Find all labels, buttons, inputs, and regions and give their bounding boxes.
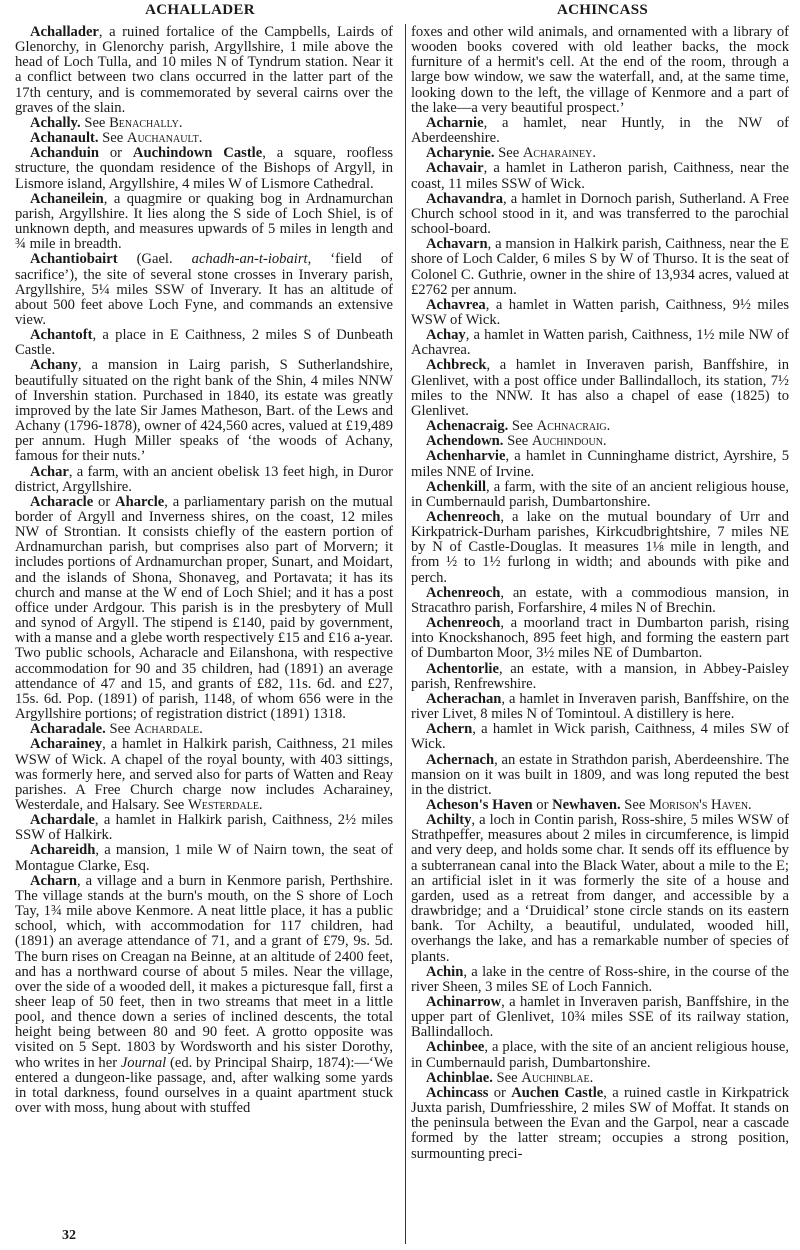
entry-text: , a moorland tract in Dumbarton parish, rising into Knockshanoch, 895 feet high, and forming the eastern part of Dumbarton Moor, 3½ miles NE of Dumbarton. — [411, 615, 789, 662]
gazetteer-entry — [15, 328, 393, 358]
entry-headword: Achenreoch — [426, 509, 501, 525]
cross-reference: Morison's Haven. — [648, 796, 752, 813]
entry-text: , a place, with the site of an ancient religious house, in Cumbernauld parish, Dumbartonshire. — [411, 1039, 789, 1071]
entry-text: , a square, roofless structure, the quondam residence of the Bishops of Argyll, in Lismore island, Argyllshire, 4 miles W of Lismore Cathedral. — [15, 145, 394, 192]
cross-reference: Achnacraig. — [536, 418, 611, 435]
entry-headword: Achenharvie — [426, 448, 506, 465]
entry-headword: Achinblae. — [426, 1069, 493, 1086]
entry-text: , a hamlet in Watten parish, Caithness, 1½ mile NW of Achavrea. — [411, 327, 789, 359]
entry-text: or — [532, 796, 553, 813]
gazetteer-entry — [411, 146, 789, 161]
gazetteer-entry — [411, 161, 789, 191]
entry-headword: Acharacle — [30, 493, 94, 510]
left-column — [15, 25, 393, 1116]
gazetteer-entry — [15, 737, 393, 813]
entry-headword: Auchindown Castle — [132, 145, 263, 162]
entry-headword: Achentorlie — [426, 660, 499, 677]
entry-headword: Achin — [426, 963, 464, 980]
entry-headword: Achallader — [30, 24, 99, 40]
gazetteer-entry — [411, 419, 789, 434]
gazetteer-entry — [411, 116, 789, 146]
gazetteer-entry — [411, 449, 789, 479]
entry-text: , a hamlet in Inveraven parish, Banffshire, on the river Livet, 8 miles N of Tomintoul. A distillery is here. — [411, 690, 789, 723]
gazetteer-entry — [15, 146, 393, 191]
entry-text: , a hamlet in Wick parish, Caithness, 4 miles SW of Wick. — [411, 721, 789, 753]
gazetteer-entry — [411, 434, 789, 449]
entry-headword: Achenreoch — [426, 615, 501, 632]
gazetteer-entry — [15, 192, 393, 253]
gazetteer-entry — [411, 813, 789, 965]
entry-headword: Acharainey — [30, 736, 103, 753]
entry-headword: Achally. — [30, 114, 81, 131]
entry-headword: Achern — [426, 721, 473, 738]
entry-text: See — [105, 721, 135, 738]
entry-text: See — [494, 145, 523, 162]
entry-headword: Achenkill — [426, 478, 487, 495]
entry-text: , a hamlet in Halkirk parish, Caithness, 2½ miles SSW of Halkirk. — [15, 812, 393, 844]
entry-headword: Achinarrow — [426, 994, 502, 1010]
entry-headword: Achavrea — [426, 296, 486, 313]
entry-text: See — [80, 114, 110, 131]
entry-headword: Acheson's Haven — [426, 796, 533, 813]
entry-headword: Acherachan — [426, 690, 502, 707]
entry-headword: Achbreck — [426, 357, 487, 374]
entry-text: , a hamlet, near Huntly, in the NW of Aberdeenshire. — [411, 114, 789, 147]
entry-headword: Achilty — [426, 812, 472, 829]
column-divider — [405, 24, 406, 1244]
gazetteer-entry — [15, 874, 393, 1117]
entry-text: foxes and other wild animals, and ornamented with a library of wooden books covered with old leather backs, the mock furniture of a hermit's cell. At the end of the room, through a large bow window, we saw the waterfall, and, at the same time, looking down to the left, the village of Kenmore and a part of the lake—a very beautiful prospect.’ — [411, 24, 789, 116]
entry-headword: Achenreoch — [426, 584, 501, 601]
entry-text: , a mansion in Halkirk parish, Caithness, near the E shore of Loch Calder, 6 miles S by W of Thurso. It is the seat of Colonel C. Guthrie, owner in the shire of 13,934 acres, valued at £2762 per annum. — [411, 236, 789, 298]
entry-text: , a lake on the mutual boundary of Urr and Kirkpatrick-Durham parishes, Kirkcudbrightshire, 7 miles NE by N of Castle-Douglas. It measures 1⅛ mile in length, and from ½ to 1½ furlong in width; and abounds with pike and perch. — [411, 509, 789, 586]
gazetteer-entry — [411, 192, 789, 237]
gazetteer-entry — [15, 25, 393, 116]
entry-text: , a hamlet in Inveraven parish, Banffshire, in Glenlivet, with a post office under Ballindalloch, its station, 7½ miles to the NNW. It has also a chapel of ease (1825) to Glenlivet. — [411, 357, 789, 419]
entry-headword: Achendown. — [426, 433, 504, 450]
cross-reference: Auchanault. — [126, 130, 203, 147]
entry-text: , an estate, with a mansion, in Abbey-Paisley parish, Renfrewshire. — [411, 660, 789, 692]
entry-text: , a hamlet in Latheron parish, Caithness, near the coast, 11 miles SSW of Wick. — [411, 160, 789, 192]
entry-text: or — [93, 493, 116, 510]
gazetteer-entry — [411, 965, 789, 995]
entry-text: , a hamlet in Dornoch parish, Sutherland. A Free Church school stood in it, and was transferred to the parochial school-board. — [411, 190, 789, 238]
continued-entry — [411, 25, 789, 116]
running-head-right: ACHINCASS — [556, 2, 649, 18]
gazetteer-entry — [411, 692, 789, 722]
entry-headword: Aharcle — [115, 493, 165, 510]
entry-text: See — [492, 1069, 522, 1086]
gazetteer-entry — [411, 722, 789, 752]
entry-text: See — [98, 130, 127, 147]
entry-text: , a lake in the centre of Ross-shire, in the course of the river Sheen, 3 miles SE of Loch Fannich. — [411, 963, 789, 995]
gazetteer-entry — [411, 1071, 789, 1086]
entry-headword: Achaneilein — [30, 190, 104, 207]
gazetteer-entry — [411, 1040, 789, 1070]
entry-text: , a village and a burn in Kenmore parish, Perthshire. The village stands at the burn's mouth, on the S shore of Loch Tay, 1¾ mile above Kenmore. A neat little place, it has a public school, which, with accommodation for 117 children, had (1891) an average attendance of 71, and a grant of £79, 9s. 5d. The burn rises on Creagan na Beinne, at an altitude of 2400 feet, and has a northward course of about 5 miles. Near the village, over the side of a wooded dell, it makes a picturesque fall, first a sheer leap of 50 feet, then in two streams that meet in a little pool, and thence down a series of inclined descents, the total height being between 80 and 90 feet. A grotto opposite was visited on 5 Sept. 1803 by Wordsworth and his sister Dorothy, who writes in her — [15, 872, 393, 1071]
gazetteer-entry — [15, 813, 393, 843]
entry-text: , a hamlet in Watten parish, Caithness, 9½ miles WSW of Wick. — [411, 296, 789, 328]
entry-headword: Achenacraig. — [426, 418, 509, 435]
entry-text: , a hamlet in Cunninghame district, Ayrshire, 5 miles NNE of Irvine. — [411, 448, 789, 480]
gazetteer-entry — [15, 465, 393, 495]
gazetteer-entry — [411, 237, 789, 298]
gazetteer-entry — [15, 116, 393, 131]
gazetteer-entry — [411, 753, 789, 798]
gazetteer-entry — [411, 586, 789, 616]
entry-text: , a quagmire or quaking bog in Ardnamurchan parish, Argyllshire. It lies along the S side of Loch Shiel, is of unknown depth, and measures upwards of 5 miles in length and ¾ mile in breadth. — [15, 190, 393, 253]
entry-headword: Achanault. — [30, 130, 99, 147]
gazetteer-entry — [15, 131, 393, 146]
entry-headword: Achavandra — [426, 190, 504, 207]
entry-text: (Gael. — [117, 251, 192, 268]
entry-text: , a farm, with an ancient obelisk 13 feet high, in Duror district, Argyllshire. — [15, 463, 393, 495]
gazetteer-entry — [411, 510, 789, 586]
cross-reference: Achardale. — [134, 721, 203, 738]
cross-reference: Acharainey. — [522, 145, 596, 162]
entry-text: , a ruined fortalice of the Campbells, Lairds of Glenorchy, in Glenorchy parish, Argyllshire, 1 mile above the head of Loch Tulla, and 10 miles N of Tyndrum station. Near it a conflict between two clans occurred in the latter part of the 17th century, and is commemorated by several cairns over the graves of the slain. — [15, 24, 393, 116]
entry-text: , a farm, with the site of an ancient religious house, in Cumbernauld parish, Dumbartonshire. — [411, 478, 789, 510]
right-column — [411, 25, 789, 1162]
entry-text: See — [620, 796, 649, 813]
gazetteer-entry — [15, 252, 393, 328]
cross-reference: Benachally. — [109, 114, 183, 131]
entry-text: , ‘field of sacrifice’), the site of several stone crosses in Inverary parish, Argyllshire, 5¼ miles SSW of Inverary. It has an altitude of about 500 feet above Loch Fyne, and commands an extensive view. — [15, 251, 393, 328]
entry-text: or — [98, 145, 133, 162]
gazetteer-entry — [411, 995, 789, 1040]
entry-headword: Newhaven. — [552, 796, 621, 813]
entry-headword: Achareidh — [30, 842, 96, 859]
entry-headword: Achavarn — [426, 236, 488, 253]
entry-text: , a hamlet in Halkirk parish, Caithness, 21 miles WSW of Wick. A chapel of the royal bounty, with 403 sittings, was formerly here, and served also for parts of Watten and Reay parishes. A Free Church charge now includes Acharainey, Westerdale, and Halsary. See — [15, 736, 393, 813]
entry-headword: Acharadale. — [30, 721, 106, 738]
entry-headword: Auchen Castle — [511, 1084, 604, 1101]
entry-text: See — [503, 433, 532, 450]
cross-reference: Auchinblae. — [521, 1069, 594, 1086]
entry-headword: Achanduin — [30, 145, 99, 162]
entry-text: , a parliamentary parish on the mutual border of Argyll and Inverness shires, on the coast, 12 miles NW of Strontian. It consists chiefly of the eastern portion of Ardnamurchan parish, but comprises also part of Morvern; it includes portions of Ardnamurchan proper, Sunart, and Moidart, and the islands of Shona, Shonaveg, and Portavata; it has its church and manse at the W end of Loch Shiel; and it has a post office under Ardgour. This parish is in the presbytery of Mull and synod of Argyll. The stipend is £140, paid by government, with a manse and a glebe worth respectively £15 and £16 a-year. Two public schools, Acharacle and Eilanshona, with respective accommodation for 90 and 35 children, had (1891) an average attendance of 47 and 15, and grants of £82, 11s. 6d. and £27, 15s. 6d. Pop. (1891) of parish, 1148, of whom 656 were in the Argyllshire portions; of registration district (1891) 1318. — [15, 493, 393, 723]
entry-text: , a mansion in Lairg parish, S Sutherlandshire, beautifully situated on the right bank of the Shin, 4 miles NNW of Invershin station. Purchased in 1840, its estate was greatly improved by the late Sir James Matheson, Bart. of the Lews and Achany (1796-1878), owner of 424,560 acres, valued at £19,489 per annum. Hugh Miller speaks of ‘the woods of Achany, famous for their nuts.’ — [15, 357, 393, 465]
gazetteer-entry — [15, 722, 393, 737]
entry-text: , an estate in Strathdon parish, Aberdeenshire. The mansion on it was built in 1809, and was long reputed the best in the district. — [411, 751, 789, 798]
entry-text: or — [488, 1084, 512, 1101]
gazetteer-entry — [411, 358, 789, 419]
cross-reference: Auchindoun. — [531, 433, 607, 450]
entry-headword: Achinbee — [426, 1039, 485, 1056]
entry-headword: Achernach — [426, 751, 495, 768]
entry-text: (ed. by Principal Shairp, 1874):—‘We entered a dungeon-like passage, and, after walking some yards in total darkness, found ourselves in a quaint apartment stuck over with moss, hung about with stuffed — [15, 1054, 393, 1117]
gazetteer-entry — [15, 843, 393, 873]
entry-headword: Acharynie. — [426, 145, 495, 162]
entry-text: See — [508, 418, 537, 435]
running-head-left: ACHALLADER — [145, 2, 255, 18]
entry-headword: Acharnie — [426, 114, 484, 131]
entry-headword: Achardale — [30, 812, 95, 829]
gazetteer-entry — [15, 358, 393, 464]
gazetteer-entry — [15, 495, 393, 722]
entry-headword: Achantiobairt — [30, 251, 118, 268]
gazetteer-entry — [411, 480, 789, 510]
entry-headword: Achay — [426, 327, 466, 344]
gazetteer-entry — [411, 616, 789, 661]
entry-text: , a mansion, 1 mile W of Nairn town, the seat of Montague Clarke, Esq. — [15, 842, 393, 874]
gazetteer-entry — [411, 662, 789, 692]
entry-text: , a ruined castle in Kirkpatrick Juxta parish, Dumfriesshire, 2 miles SW of Moffat. It stands on the peninsula between the Evan and the Garpol, near a cascade formed by the latter stream; occupies a strong position, surmounting preci- — [411, 1084, 789, 1162]
page-number: 32 — [62, 1228, 76, 1243]
gazetteer-entry — [411, 328, 789, 358]
italic-text: achadh-an-t-iobairt — [191, 251, 308, 268]
cross-reference: Westerdale. — [187, 796, 263, 813]
entry-text: , a place in E Caithness, 2 miles S of Dunbeath Castle. — [15, 327, 393, 359]
gazetteer-entry — [411, 798, 789, 813]
entry-headword: Achavair — [426, 160, 484, 177]
italic-text: Journal — [120, 1054, 167, 1071]
entry-headword: Achantoft — [30, 327, 93, 344]
entry-text: , an estate, with a commodious mansion, in Stracathro parish, Forfarshire, 4 miles N of Brechin. — [411, 584, 789, 616]
entry-text: , a hamlet in Inveraven parish, Banffshire, in the upper part of Glenlivet, 10¾ miles SSE of its railway station, Ballindalloch. — [411, 994, 789, 1041]
gazetteer-entry — [411, 298, 789, 328]
entry-text: , a loch in Contin parish, Ross-shire, 5 miles WSW of Strathpeffer, measures about 2 miles in circumference, is limpid and very deep, and holds some char. It sends off its effluence by a subterranean canal into the Black Water, about a mile to the E; an artificial islet in it was formerly the site of a house and garden, used as a retreat from danger, and accessible by a drawbridge; and a ‘Druidical’ stone circle stands on its eastern bank. Tor Achilty, a beautiful, undulated, wooded hill, overhangs the lake, and has a remarkable number of species of plants. — [411, 812, 789, 965]
entry-headword: Achincass — [426, 1084, 489, 1101]
entry-headword: Achany — [30, 357, 78, 374]
entry-headword: Achar — [30, 463, 69, 480]
gazetteer-entry — [411, 1086, 789, 1162]
entry-headword: Acharn — [30, 872, 78, 889]
